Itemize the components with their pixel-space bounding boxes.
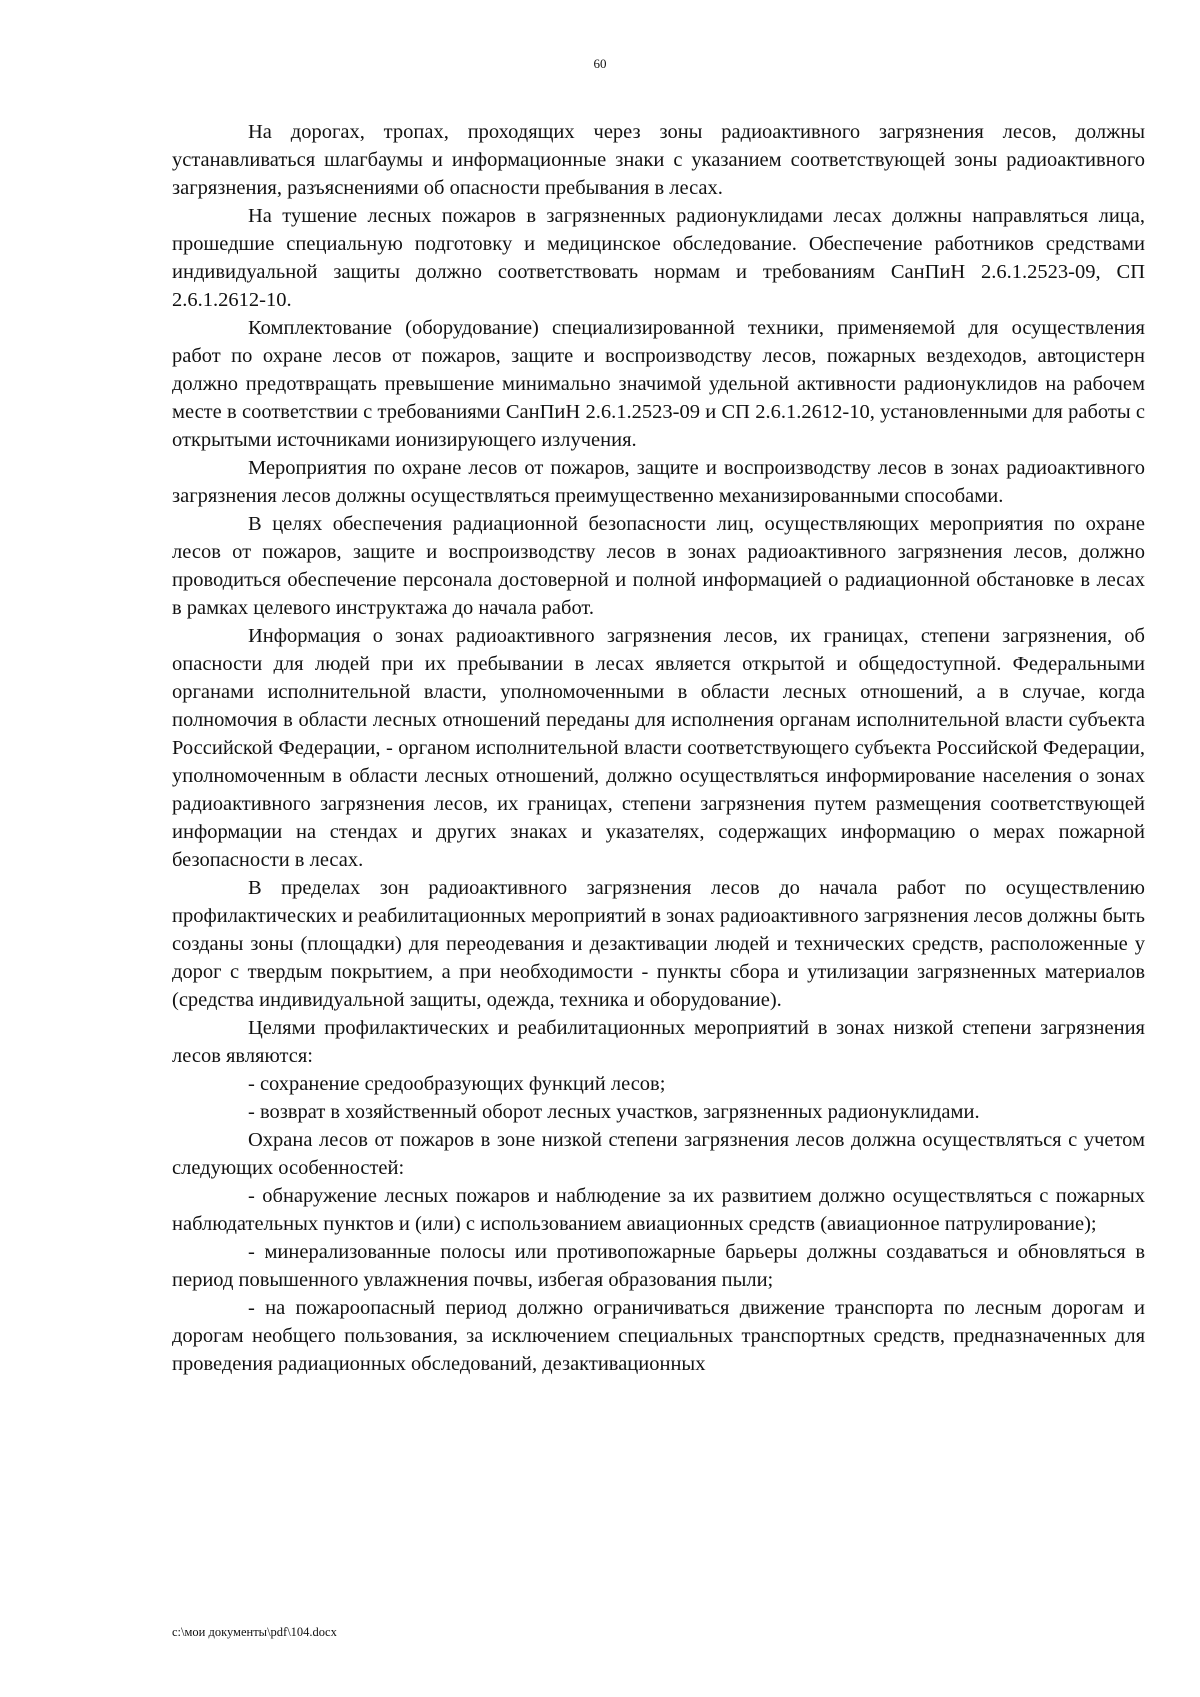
page-number: 60 <box>593 56 607 71</box>
paragraph: Охрана лесов от пожаров в зоне низкой степени загрязнения лесов должна осуществляться с учетом следующих особенностей: <box>172 1129 1145 1179</box>
list-item: - на пожароопасный период должно ограничиваться движение транспорта по лесным дорогам и дорогам необщего пользования, за исключением специальных транспортных средств, предназначенных для проведения радиационных обследований, дезактивационных <box>172 1297 1145 1375</box>
paragraph: На дорогах, тропах, проходящих через зоны радиоактивного загрязнения лесов, должны устанавливаться шлагбаумы и информационные знаки с указанием соответствующей зоны радиоактивного загрязнения, разъяснениями об опасности пребывания в лесах. <box>172 121 1145 199</box>
list-item: - обнаружение лесных пожаров и наблюдение за их развитием должно осуществляться с пожарных наблюдательных пунктов и (или) с использованием авиационных средств (авиационное патрулирование); <box>172 1185 1145 1235</box>
paragraph: Мероприятия по охране лесов от пожаров, защите и воспроизводству лесов в зонах радиоактивного загрязнения лесов должны осуществляться преимущественно механизированными способами. <box>172 457 1145 507</box>
list-item: - минерализованные полосы или противопожарные барьеры должны создаваться и обновляться в период повышенного увлажнения почвы, избегая образования пыли; <box>172 1241 1145 1291</box>
list-item: - сохранение средообразующих функций лесов; <box>248 1073 666 1095</box>
footer-file-path: c:\мои документы\pdf\104.docx <box>172 1625 337 1639</box>
paragraph: В целях обеспечения радиационной безопасности лиц, осуществляющих мероприятия по охране лесов от пожаров, защите и воспроизводству лесов в зонах радиоактивного загрязнения лесов, должно проводиться обеспечение персонала достоверной и полной информацией о радиационной обстановке в лесах в рамках целевого инструктажа до начала работ. <box>172 513 1145 619</box>
paragraph: На тушение лесных пожаров в загрязненных радионуклидами лесах должны направляться лица, прошедшие специальную подготовку и медицинское обследование. Обеспечение работников средствами индивидуальной защиты должно соответствовать нормам и требованиям СанПиН 2.6.1.2523-09, СП 2.6.1.2612-10. <box>172 205 1145 311</box>
paragraph: Информация о зонах радиоактивного загрязнения лесов, их границах, степени загрязнения, об опасности для людей при их пребывании в лесах является открытой и общедоступной. Федеральными органами исполнительной власти, уполномоченными в области лесных отношений, а в случае, когда полномочия в области лесных отношений переданы для исполнения органам исполнительной власти субъекта Российской Федерации, - органом исполнительной власти соответствующего субъекта Российской Федерации, уполномоченным в области лесных отношений, должно осуществляться информирование населения о зонах радиоактивного загрязнения лесов, их границах, степени загрязнения путем размещения соответствующей информации на стендах и других знаках и указателях, содержащих информацию о мерах пожарной безопасности в лесах. <box>172 625 1145 871</box>
document-body <box>172 118 1145 1378</box>
paragraph: В пределах зон радиоактивного загрязнения лесов до начала работ по осуществлению профилактических и реабилитационных мероприятий в зонах радиоактивного загрязнения лесов должны быть созданы зоны (площадки) для переодевания и дезактивации людей и технических средств, расположенные у дорог с твердым покрытием, а при необходимости - пункты сбора и утилизации загрязненных материалов (средства индивидуальной защиты, одежда, техника и оборудование). <box>172 877 1145 1011</box>
paragraph: Комплектование (оборудование) специализированной техники, применяемой для осуществления работ по охране лесов от пожаров, защите и воспроизводству лесов, пожарных вездеходов, автоцистерн должно предотвращать превышение минимально значимой удельной активности радионуклидов на рабочем месте в соответствии с требованиями СанПиН 2.6.1.2523-09 и СП 2.6.1.2612-10, установленными для работы с открытыми источниками ионизирующего излучения. <box>172 317 1145 451</box>
paragraph: Целями профилактических и реабилитационных мероприятий в зонах низкой степени загрязнения лесов являются: <box>172 1017 1145 1067</box>
list-item: - возврат в хозяйственный оборот лесных участков, загрязненных радионуклидами. <box>248 1101 980 1123</box>
